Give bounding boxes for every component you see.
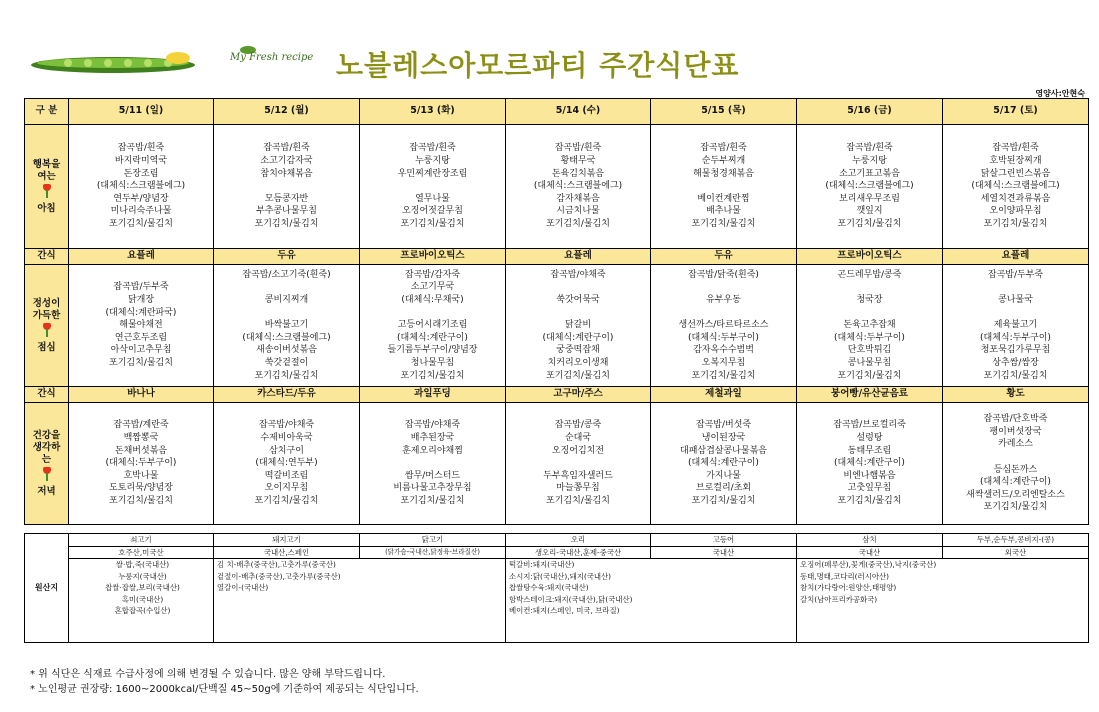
menu-item: 브로컬리/초회 [695, 483, 752, 494]
menu-item: 혼합잡곡(수입산) [114, 606, 171, 615]
day-header: 5/17 (토) [943, 99, 1089, 125]
menu-item: 쑥갓어묵국 [556, 295, 600, 306]
menu-item: 참치야채볶음 [260, 168, 313, 179]
menu-item: 콩나물무침 [847, 357, 892, 368]
menu-item: 포기김치/물김치 [837, 495, 902, 506]
menu-item: 새싹샐러드/오리엔탈소스 [966, 489, 1065, 500]
menu-item: (대체식:두부구이) [980, 332, 1051, 343]
menu-item: 열무나물 [415, 193, 450, 204]
menu-item: (대체식:무채국) [401, 295, 464, 306]
menu-item: 잡곡밥/흰죽 [409, 143, 456, 154]
menu-item: (대체식:스크램블에그) [533, 181, 623, 192]
menu-item: 누룽지(국내산) [118, 571, 167, 581]
menu-item [360, 180, 505, 193]
menu-item: 치커리오이생채 [547, 357, 609, 368]
menu-item: 감자채볶음 [556, 193, 600, 204]
origin-detail-cell [69, 559, 214, 643]
menu-item: 호박된장찌개 [989, 156, 1042, 167]
menu-item: 돈장조림 [123, 168, 159, 179]
meal-cell [69, 265, 214, 387]
menu-item: (대체식:두부구이) [834, 332, 905, 343]
menu-item: 오징어(페루산),꽃게(중국산),낙지(중국산) [800, 560, 937, 569]
snack-cell: 과일푸딩 [360, 387, 506, 403]
menu-item: 흑미(국내산) [121, 594, 164, 604]
menu-item: 순대국 [564, 433, 592, 444]
menu-item: 잡곡밥/야채죽 [258, 420, 315, 431]
menu-item: 베이컨계란찜 [697, 193, 750, 204]
menu-item: 배추나물 [706, 206, 741, 217]
corner-cell: 구 분 [25, 99, 69, 125]
menu-item: 가지나물 [706, 470, 741, 481]
menu-item: 훈제오리야채찜 [402, 445, 463, 456]
snack-cell: 요플레 [69, 249, 214, 265]
menu-item [506, 457, 650, 470]
menu-item: (대체식:스크램블에그) [242, 332, 331, 343]
menu-item: 비엔나햄볶음 [843, 470, 896, 481]
menu-item: 잡곡밥/두부죽 [987, 269, 1044, 280]
menu-item: 잡곡밥/닭죽(흰죽) [688, 269, 759, 280]
menu-item: 등심돈까스 [993, 464, 1038, 475]
menu-item: 잡곡밥/단호박죽 [983, 414, 1048, 425]
snack-label: 간식 [25, 249, 69, 265]
logo-text: My Fresh recipe [230, 52, 314, 63]
menu-item: (대체식:계란구이) [688, 458, 759, 469]
menu-item: 잡곡밥/계란죽 [113, 420, 169, 431]
origin-source: 국내산,스페인 [214, 546, 360, 559]
menu-item: (대체식:스크램블에그) [825, 181, 914, 192]
snack-row-morning [25, 249, 1089, 265]
menu-item: 동태무조림 [847, 445, 892, 456]
origin-category: 고등어 [651, 534, 797, 547]
menu-item [214, 180, 359, 193]
breakfast-label: 행복을 여는 아침 [25, 125, 69, 249]
menu-item: 떡갈비조림 [264, 470, 309, 481]
snack-cell: 붕어빵/유산균음료 [797, 387, 943, 403]
origin-source: 호주산,미국산 [69, 546, 214, 559]
meal-cell [506, 125, 651, 249]
meal-cell [69, 403, 214, 525]
menu-item: 호박나물 [123, 470, 159, 481]
menu-item: 겉절이-배추(중국산),고춧가루(중국산) [217, 571, 341, 581]
menu-item: 찹쌀·잡쌀,보리(국내산) [105, 583, 180, 592]
menu-item [506, 307, 650, 320]
menu-item: 오징어젓갈무침 [402, 206, 463, 217]
menu-item [506, 281, 650, 294]
menu-item: 떡갈비:돼지(국내산) [509, 560, 575, 569]
menu-item [651, 180, 796, 193]
menu-item: 잡곡밥/흰죽 [992, 143, 1039, 154]
origin-category: 닭고기 [360, 534, 506, 547]
footnote: * 위 식단은 식재료 수급사정에 의해 변경될 수 있습니다. 많은 양해 부탁드립니다. [30, 669, 386, 680]
menu-item: 미나리숙주나물 [110, 206, 172, 217]
menu-item: 잡곡밥/흰죽 [263, 143, 310, 154]
menu-item: 해물청경채볶음 [693, 168, 754, 179]
snack-cell: 고구마/주스 [506, 387, 651, 403]
origin-source: 국내산 [651, 546, 797, 559]
menu-item: 열갈이-(국내산) [217, 583, 269, 592]
menu-item [797, 307, 942, 320]
menu-item: 참치(가다랑어:원양산,태평양) [800, 583, 897, 592]
menu-item: 바지락미역국 [114, 156, 168, 167]
menu-item: 잡곡밥/버섯죽 [695, 420, 752, 431]
nutritionist-name: 영양사:안현숙 [1035, 89, 1085, 98]
menu-item: 잡곡밥/두부죽 [113, 282, 169, 293]
menu-item: 포기김치/물김치 [254, 370, 319, 381]
meal-cell [506, 403, 651, 525]
menu-item: 설렁탕 [856, 433, 883, 444]
snack-cell: 두유 [651, 249, 797, 265]
origin-source: 외국산 [943, 546, 1089, 559]
menu-item [214, 307, 359, 320]
dinner-label: 건강을 생각하 는 저녁 [25, 403, 69, 525]
menu-item: (대체식:계란구이) [397, 332, 468, 343]
menu-item: (대체식:스크램블에그) [96, 181, 186, 192]
menu-item: 청국장 [856, 295, 883, 306]
lunch-label: 정성이 가득한 점심 [25, 265, 69, 387]
menu-item: 시금치나물 [556, 206, 600, 217]
snack-cell: 바나나 [69, 387, 214, 403]
menu-item: (대체식:계란파국) [105, 307, 177, 318]
snack-cell: 황도 [943, 387, 1089, 403]
menu-item: 바싹불고기 [264, 320, 309, 331]
menu-item: 마늘쫑무침 [556, 483, 600, 494]
dinner-row [25, 403, 1089, 525]
menu-item [943, 281, 1088, 294]
menu-item: 잡곡밥/소고기죽(흰죽) [242, 269, 331, 280]
menu-item: (대체식:스크램블에그) [971, 181, 1060, 192]
meal-cell [651, 265, 797, 387]
menu-item: 포기김치/물김치 [691, 495, 756, 506]
meal-cell [651, 125, 797, 249]
tulip-icon [42, 467, 52, 481]
menu-item: 소고기표고볶음 [839, 168, 900, 179]
menu-item: 두부흑임자샐러드 [543, 470, 613, 481]
menu-item: 찹쌀탕수육:돼지(국내산) [509, 583, 589, 592]
menu-item: 상추쌈/쌈장 [992, 357, 1039, 368]
tulip-icon [42, 323, 52, 337]
menu-item: 감자옥수수범벅 [693, 345, 754, 356]
menu-item: 잡곡밥/흰죽 [117, 143, 165, 154]
menu-item: 갈치(남아프리카공화국) [800, 594, 878, 604]
menu-item: 오이지무침 [264, 483, 309, 494]
menu-item: 오징어김치전 [551, 445, 605, 456]
menu-item: 포기김치/물김치 [546, 495, 610, 506]
menu-item: 황태무국 [560, 156, 596, 167]
menu-item: 세열치견과류볶음 [980, 193, 1051, 204]
snack-label: 간식 [25, 387, 69, 403]
menu-item: 깻잎지 [856, 206, 883, 217]
menu-item: 백짬뽕국 [123, 433, 159, 444]
meal-cell [214, 125, 360, 249]
origin-category: 돼지고기 [214, 534, 360, 547]
snack-cell: 제철과일 [651, 387, 797, 403]
day-header: 5/15 (목) [651, 99, 797, 125]
snack-cell: 요플레 [943, 249, 1089, 265]
menu-item: 대패삼겹살콩나물볶음 [680, 445, 767, 456]
menu-item: 포기김치/물김치 [837, 218, 902, 229]
menu-item: 베이컨:돼지(스페인, 미국, 브라질) [509, 606, 620, 615]
menu-item: 포기김치/물김치 [400, 370, 465, 381]
menu-item: 해물야채전 [119, 320, 163, 331]
menu-item: 청나물무침 [410, 357, 455, 368]
menu-item: 부추콩나물무침 [256, 206, 317, 217]
menu-item: 포기김치/물김치 [254, 218, 319, 229]
origin-detail-cell [506, 559, 797, 643]
menu-item: 돈육김치볶음 [551, 168, 605, 179]
menu-item [651, 307, 796, 320]
menu-item: 포기김치/물김치 [691, 218, 756, 229]
meal-cell [360, 125, 506, 249]
menu-item: 누룽지탕 [415, 156, 450, 167]
menu-item: 쑥갓겉절이 [264, 357, 309, 368]
snack-cell: 두유 [214, 249, 360, 265]
menu-item: 잡곡밥/흰죽 [846, 143, 893, 154]
menu-item: 냉이된장국 [701, 433, 746, 444]
menu-item: 고등어시래기조림 [397, 320, 468, 331]
pea-pod-logo-icon [28, 52, 198, 76]
menu-item: 잡곡밥/콩죽 [554, 420, 602, 431]
menu-item: 잡곡밥/야채죽 [550, 269, 606, 280]
menu-item: 연두부/양념장 [113, 193, 169, 204]
snack-cell: 프로바이오틱스 [360, 249, 506, 265]
meal-cell [651, 403, 797, 525]
menu-item: 누룽지탕 [852, 156, 887, 167]
meal-cell [506, 265, 651, 387]
meal-cell [797, 125, 943, 249]
snack-cell: 카스타드/두유 [214, 387, 360, 403]
menu-item [214, 281, 359, 294]
origin-category: 오리 [506, 534, 651, 547]
menu-item: 유부우동 [706, 295, 741, 306]
menu-item: 포기김치/물김치 [254, 495, 319, 506]
origin-detail-row [25, 559, 1089, 643]
menu-item [943, 451, 1088, 464]
menu-item: 곤드레무밥/콩죽 [837, 269, 902, 280]
origin-source: (닭가슴-국내산,닭정육-브라질산) [360, 546, 506, 559]
menu-item: 쌈무/머스터드 [404, 470, 461, 481]
footnote: * 노인평균 권장량: 1600~2000kcal/단백질 45~50g에 기준하여 제공되는 식단입니다. [30, 684, 419, 695]
menu-item: 제육불고기 [993, 320, 1038, 331]
menu-item: 포기김치/물김치 [983, 502, 1048, 513]
snack-cell: 프로바이오틱스 [797, 249, 943, 265]
menu-item: 포기김치/물김치 [546, 218, 610, 229]
footnotes [30, 667, 419, 697]
weekly-menu-table [24, 98, 1089, 525]
origin-category: 쇠고기 [69, 534, 214, 547]
menu-item [360, 307, 505, 320]
menu-item: 잡곡밥/흰죽 [554, 143, 602, 154]
origin-table [24, 533, 1089, 643]
menu-item: 모듬콩자반 [264, 193, 309, 204]
page-title: 노블레스아모르파티 주간식단표 [336, 49, 740, 82]
menu-item: 잡곡밥/브로컬리죽 [833, 420, 906, 431]
menu-item: 포기김치/물김치 [109, 357, 173, 368]
menu-item [797, 281, 942, 294]
menu-item: 카레소스 [998, 439, 1033, 450]
menu-item: 순두부찌개 [701, 156, 746, 167]
origin-source: 국내산 [797, 546, 943, 559]
menu-item: 닭개장 [127, 295, 155, 306]
menu-item: 포기김치/물김치 [400, 218, 465, 229]
menu-item: 수제비아욱국 [260, 433, 313, 444]
origin-source: 생오리-국내산,훈제-중국산 [506, 546, 651, 559]
menu-item: 콩나물국 [998, 295, 1033, 306]
menu-item: 아삭이고추무침 [110, 345, 172, 356]
menu-item: 보리새우무조림 [839, 193, 900, 204]
menu-item [651, 281, 796, 294]
origin-label: 원산지 [25, 534, 69, 643]
origin-category-row [25, 534, 1089, 547]
meal-cell [69, 125, 214, 249]
menu-item: 포기김치/물김치 [400, 495, 465, 506]
menu-item [360, 457, 505, 470]
origin-source-row [25, 546, 1089, 559]
day-header: 5/13 (화) [360, 99, 506, 125]
menu-item: (대체식:계란구이) [834, 458, 905, 469]
menu-item: 돈채버섯볶음 [114, 445, 168, 456]
menu-item: 도토리묵/양념장 [109, 483, 173, 494]
menu-item: 김 치-배추(중국산),고춧가루(중국산) [217, 560, 336, 569]
day-header-row [25, 99, 1089, 125]
meal-cell [943, 403, 1089, 525]
menu-item: 소고기감자국 [260, 156, 313, 167]
meal-cell [360, 403, 506, 525]
lunch-row [25, 265, 1089, 387]
menu-item: 고춧잎무침 [847, 483, 892, 494]
menu-item: 돈육고추잡채 [843, 320, 896, 331]
menu-item: (대체식:두부구이) [105, 458, 177, 469]
origin-category: 두부,순두부,콩비지-(콩) [943, 534, 1089, 547]
meal-cell [214, 403, 360, 525]
meal-cell [797, 403, 943, 525]
menu-item: 소시지:닭(국내산),돼지(국내산) [509, 571, 612, 581]
menu-item [943, 307, 1088, 320]
meal-cell [214, 265, 360, 387]
menu-item: 닭살그린빈스볶음 [980, 168, 1051, 179]
menu-item: 배추된장국 [410, 433, 455, 444]
menu-item: 잡곡밥/야채죽 [404, 420, 461, 431]
menu-item: 궁중떡잡채 [556, 345, 600, 356]
menu-item: 포기김치/물김치 [983, 218, 1048, 229]
menu-item: (대체식:두부구이) [688, 332, 759, 343]
day-header: 5/16 (금) [797, 99, 943, 125]
menu-item: 포기김치/물김치 [109, 218, 173, 229]
snack-row-afternoon [25, 387, 1089, 403]
day-header: 5/11 (일) [69, 99, 214, 125]
menu-item: 비름나물고추장무침 [393, 483, 472, 494]
menu-item: 포기김치/물김치 [691, 370, 756, 381]
menu-item: 들기름두부구이/양념장 [387, 345, 478, 356]
snack-cell: 요플레 [506, 249, 651, 265]
day-header: 5/14 (수) [506, 99, 651, 125]
origin-category: 삼치 [797, 534, 943, 547]
menu-item: (대체식:계란구이) [542, 332, 614, 343]
menu-item: 소고기무국 [410, 282, 455, 293]
meal-cell [943, 125, 1089, 249]
menu-item: 오복지무침 [701, 357, 746, 368]
menu-item: 오이양파무침 [989, 206, 1042, 217]
menu-item: 생선까스/타르타르소스 [678, 320, 769, 331]
origin-detail-cell [797, 559, 1089, 643]
menu-item: 팽이버섯장국 [989, 426, 1042, 437]
menu-item: 포기김치/물김치 [837, 370, 902, 381]
menu-item: 포기김치/물김치 [109, 495, 173, 506]
page-header [0, 0, 1099, 96]
meal-cell [360, 265, 506, 387]
origin-detail-cell [214, 559, 506, 643]
menu-item: 포기김치/물김치 [983, 370, 1048, 381]
menu-item: 동태,명태,코다리(러시아산) [800, 571, 889, 581]
menu-item: 연근호두조림 [114, 332, 168, 343]
breakfast-row [25, 125, 1089, 249]
menu-item: 함박스테이크:돼지(국내산),닭(국내산) [509, 594, 633, 604]
menu-item: 잡곡밥/감자죽 [404, 269, 461, 280]
menu-item: 우민찌계란장조림 [397, 168, 468, 179]
menu-item: 삼치구이 [269, 445, 304, 456]
menu-item: 포기김치/물김치 [546, 370, 610, 381]
menu-item: (대체식:계란구이) [980, 477, 1051, 488]
tulip-icon [42, 184, 52, 198]
menu-item: 닭갈비 [564, 320, 592, 331]
meal-cell [797, 265, 943, 387]
menu-item: 잡곡밥/흰죽 [700, 143, 747, 154]
menu-item: 쌀·밥,죽(국내산) [115, 560, 170, 569]
day-header: 5/12 (월) [214, 99, 360, 125]
menu-item: 청포묵김가루무침 [980, 345, 1051, 356]
menu-item: 새송이버섯볶음 [256, 345, 317, 356]
menu-item: (대체식:연두부) [255, 458, 318, 469]
menu-item: 단호박튀김 [847, 345, 892, 356]
meal-cell [943, 265, 1089, 387]
menu-item: 콩비지찌개 [264, 295, 309, 306]
